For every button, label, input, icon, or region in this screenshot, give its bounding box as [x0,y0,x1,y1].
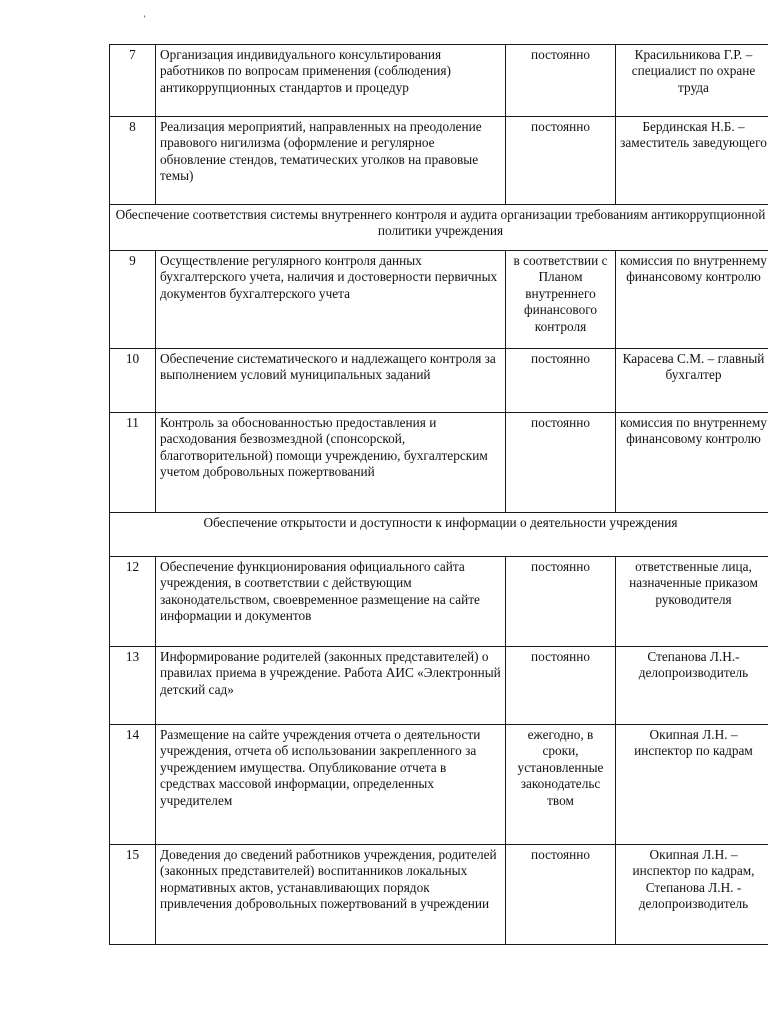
page-corner-mark: ʼ [143,14,146,24]
activity-text: Контроль за обоснованностью предоставления и расходования безвозмездной (спонсорской, благотворительной) помощи учреждению, бухгалтерским учетом добровольных пожертвований [156,413,506,513]
table-row [110,45,768,117]
deadline-text: ежегодно, в сроки, установленные законодательс твом [506,725,616,845]
row-number: 14 [110,725,156,845]
responsible-text: комиссия по внутреннему финансовому контролю [616,413,768,513]
activity-text: Организация индивидуального консультирования работников по вопросам применения (соблюдения) антикоррупционных стандартов и процедур [156,45,506,117]
row-number: 7 [110,45,156,117]
row-number: 12 [110,557,156,647]
deadline-text: постоянно [506,845,616,945]
activity-text: Доведения до сведений работников учреждения, родителей (законных представителей) воспитанников локальных нормативных актов, устанавливающих порядок привлечения добровольных пожертвований в учреждении [156,845,506,945]
activity-text: Реализация мероприятий, направленных на преодоление правового нигилизма (оформление и регулярное обновление стендов, тематических уголков на правовые темы) [156,117,506,205]
responsible-text: ответственные лица, назначенные приказом руководителя [616,557,768,647]
table-row [110,413,768,513]
row-number: 10 [110,349,156,413]
responsible-text: Бердинская Н.Б. – заместитель заведующего [616,117,768,205]
deadline-text: постоянно [506,45,616,117]
anti-corruption-plan-table [109,44,768,945]
activity-text: Обеспечение систематического и надлежащего контроля за выполнением условий муниципальных заданий [156,349,506,413]
section-title: Обеспечение соответствия системы внутреннего контроля и аудита организации требованиям антикоррупционной политики учреждения [110,205,768,251]
deadline-text: постоянно [506,349,616,413]
section-header-row [110,513,768,557]
table-row [110,117,768,205]
deadline-text: постоянно [506,117,616,205]
row-number: 13 [110,647,156,725]
responsible-text: Карасева С.М. – главный бухгалтер [616,349,768,413]
table-row [110,251,768,349]
responsible-text: Степанова Л.Н.- делопроизводитель [616,647,768,725]
row-number: 9 [110,251,156,349]
responsible-text: Красильникова Г.Р. – специалист по охране труда [616,45,768,117]
activity-text: Размещение на сайте учреждения отчета о деятельности учреждения, отчета об использовании закрепленного за учреждением имущества. Опубликование отчета в средствах массовой информации, определенных учредителем [156,725,506,845]
responsible-text: Окипная Л.Н. – инспектор по кадрам [616,725,768,845]
section-title: Обеспечение открытости и доступности к информации о деятельности учреждения [110,513,768,557]
row-number: 15 [110,845,156,945]
deadline-text: постоянно [506,413,616,513]
row-number: 8 [110,117,156,205]
table-row [110,349,768,413]
table-row [110,725,768,845]
responsible-text: комиссия по внутреннему финансовому контролю [616,251,768,349]
deadline-text: постоянно [506,647,616,725]
table-row [110,647,768,725]
responsible-text: Окипная Л.Н. – инспектор по кадрам, Степанова Л.Н. - делопроизводитель [616,845,768,945]
row-number: 11 [110,413,156,513]
deadline-text: в соответствии с Планом внутреннего финансового контроля [506,251,616,349]
deadline-text: постоянно [506,557,616,647]
activity-text: Информирование родителей (законных представителей) о правилах приема в учреждение. Работа АИС «Электронный детский сад» [156,647,506,725]
section-header-row [110,205,768,251]
table-row [110,557,768,647]
activity-text: Обеспечение функционирования официального сайта учреждения, в соответствии с действующим законодательством, своевременное размещение на сайте информации и документов [156,557,506,647]
activity-text: Осуществление регулярного контроля данных бухгалтерского учета, наличия и достоверности первичных документов бухгалтерского учета [156,251,506,349]
table-row [110,845,768,945]
